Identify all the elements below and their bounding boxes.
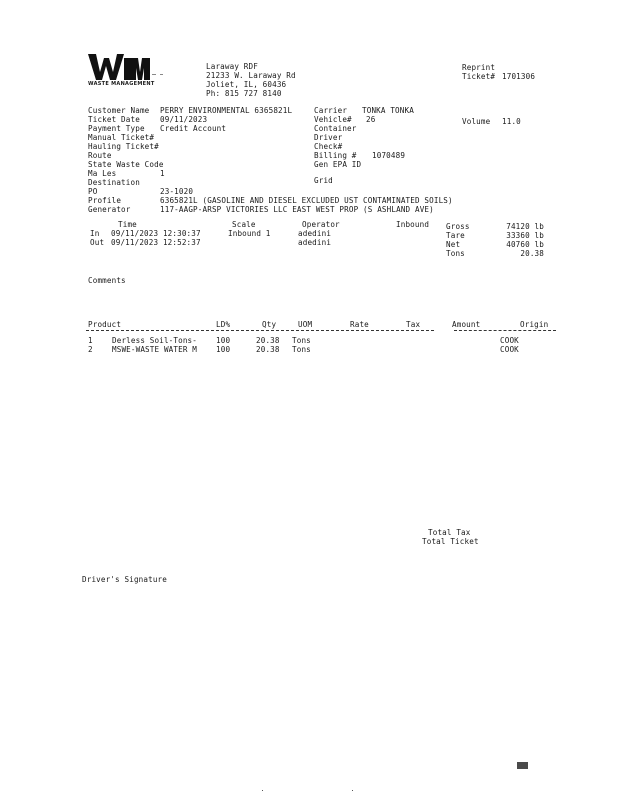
site-phone: Ph: 815 727 8140 (206, 89, 282, 98)
product-line-number: 1 (88, 336, 93, 345)
driver-signature-label: Driver's Signature (82, 575, 167, 584)
field-label: Ticket Date (88, 115, 140, 124)
weight-value-gross: 74120 lb (506, 222, 544, 231)
total-tax-label: Total Tax (428, 528, 471, 537)
ticket-number: 1701306 (502, 72, 536, 81)
field-label: Carrier (314, 106, 348, 115)
field-value: 1070489 (372, 151, 406, 160)
field-value: 6365821L (GASOLINE AND DIESEL EXCLUDED UST CONTAMINATED SOILS) (160, 196, 453, 205)
weigh-row-operator: adedini (298, 238, 332, 247)
product-ld: 100 (216, 336, 231, 345)
field-label: Destination (88, 178, 140, 187)
field-label: Hauling Ticket# (88, 142, 159, 151)
weigh-header-inbound: Inbound (396, 220, 430, 229)
comments-label: Comments (88, 276, 126, 285)
field-value: 23-1020 (160, 187, 194, 196)
total-ticket-label: Total Ticket (422, 537, 479, 546)
weigh-header-time: Time (118, 220, 137, 229)
weigh-row-scale: Inbound 1 (228, 229, 271, 238)
field-value: PERRY ENVIRONMENTAL 6365821L (160, 106, 293, 115)
product-header: Rate (350, 320, 369, 329)
product-header: Product (88, 320, 122, 329)
table-divider (454, 330, 556, 331)
product-header: Amount (452, 320, 481, 329)
scan-speck (262, 790, 263, 791)
volume-label: Volume (462, 117, 491, 126)
volume-value: 11.0 (502, 117, 521, 126)
field-value: Credit Account (160, 124, 227, 133)
field-value: TONKA TONKA (362, 106, 414, 115)
field-label: Ma Les (88, 169, 117, 178)
weigh-row-direction: Out (90, 238, 105, 247)
product-name: MSWE-WASTE WATER M (112, 345, 197, 354)
weigh-row-time: 09/11/2023 12:52:37 (111, 238, 201, 247)
weigh-row-operator: adedini (298, 229, 332, 238)
field-label: Profile (88, 196, 122, 205)
product-header: LD% (216, 320, 231, 329)
product-ld: 100 (216, 345, 231, 354)
field-value: 26 (366, 115, 376, 124)
field-label: Generator (88, 205, 131, 214)
field-label: Route (88, 151, 112, 160)
field-label: Billing # (314, 151, 357, 160)
site-name: Laraway RDF (206, 62, 258, 71)
field-label: Grid (314, 176, 333, 185)
scan-mark (517, 762, 528, 769)
field-label: Check# (314, 142, 343, 151)
wm-logo-mark-icon (86, 52, 178, 82)
field-value: 117-AAGP-ARSP VICTORIES LLC EAST WEST PROP (S ASHLAND AVE) (160, 205, 434, 214)
product-uom: Tons (292, 345, 311, 354)
reprint-label: Reprint (462, 63, 496, 72)
weigh-header-scale: Scale (232, 220, 256, 229)
product-origin: COOK (500, 345, 519, 354)
field-value: 09/11/2023 (160, 115, 208, 124)
product-line-number: 2 (88, 345, 93, 354)
site-address-line1: 21233 W. Laraway Rd (206, 71, 296, 80)
field-label: Container (314, 124, 357, 133)
weight-label-tare: Tare (446, 231, 465, 240)
ticket-number-label: Ticket# (462, 72, 496, 81)
field-label: State Waste Code (88, 160, 164, 169)
weigh-row-time: 09/11/2023 12:30:37 (111, 229, 201, 238)
product-header: UOM (298, 320, 313, 329)
product-qty: 20.38 (256, 336, 280, 345)
field-label: PO (88, 187, 98, 196)
product-origin: COOK (500, 336, 519, 345)
weight-value-tons: 20.38 (520, 249, 544, 258)
weight-label-gross: Gross (446, 222, 470, 231)
product-header: Qty (262, 320, 277, 329)
weight-label-net: Net (446, 240, 461, 249)
field-value: 1 (160, 169, 165, 178)
field-label: Manual Ticket# (88, 133, 155, 142)
scan-speck (352, 790, 353, 791)
product-header: Origin (520, 320, 549, 329)
field-label: Vehicle# (314, 115, 352, 124)
weight-value-net: 40760 lb (506, 240, 544, 249)
field-label: Payment Type (88, 124, 145, 133)
weigh-header-operator: Operator (302, 220, 340, 229)
table-divider (86, 330, 434, 331)
weigh-row-direction: In (90, 229, 100, 238)
field-label: Customer Name (88, 106, 150, 115)
product-name: Derless Soil-Tons- (112, 336, 197, 345)
field-label: Driver (314, 133, 343, 142)
product-uom: Tons (292, 336, 311, 345)
logo-subtitle: WASTE MANAGEMENT (88, 81, 155, 87)
site-address-line2: Joliet, IL, 60436 (206, 80, 287, 89)
weight-label-tons: Tons (446, 249, 465, 258)
product-header: Tax (406, 320, 421, 329)
weight-value-tare: 33360 lb (506, 231, 544, 240)
product-qty: 20.38 (256, 345, 280, 354)
field-label: Gen EPA ID (314, 160, 362, 169)
